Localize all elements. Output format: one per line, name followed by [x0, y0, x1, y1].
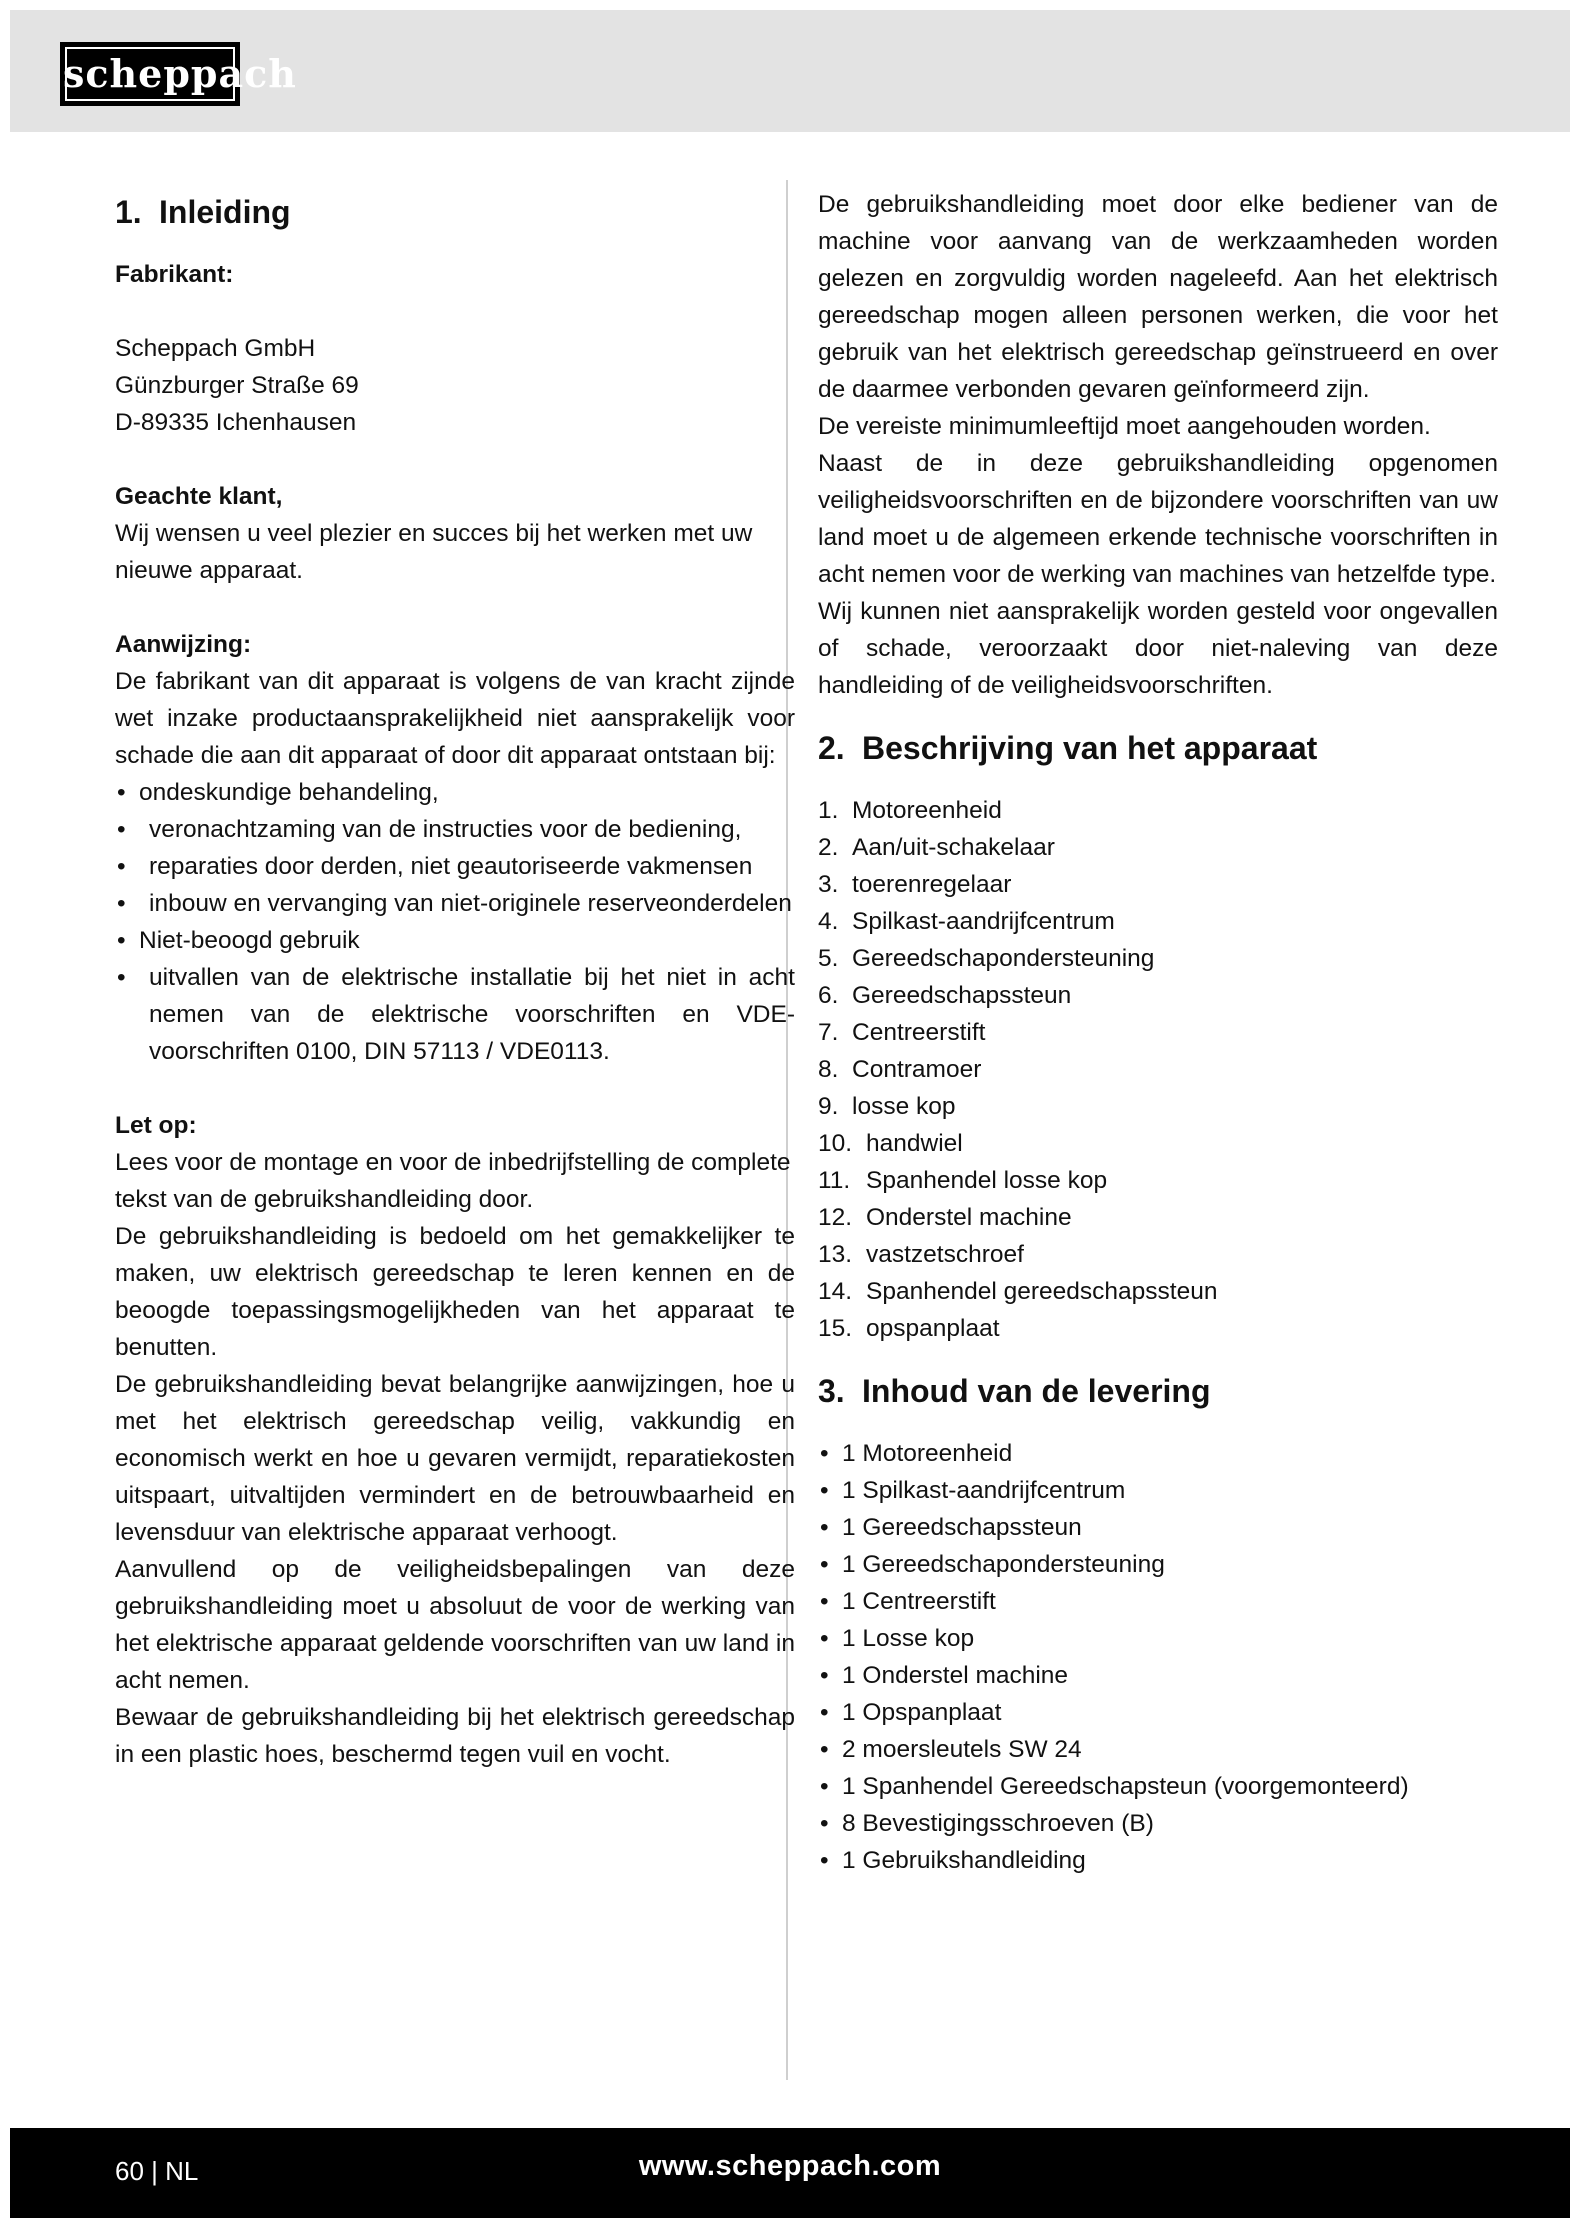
- section-2-heading: [818, 726, 1498, 770]
- greeting-text: Wij wensen u veel plezier en succes bij het werken met uw nieuwe apparaat.: [115, 520, 753, 584]
- attention-paragraph: Lees voor de montage en voor de inbedrijfstelling de complete tekst van de gebruikshandleiding door.: [115, 1149, 791, 1213]
- note-label: Aanwijzing:: [115, 631, 252, 658]
- delivery-item: • 1 Centreerstift: [818, 1583, 1498, 1620]
- address-line: Günzburger Straße 69: [115, 372, 359, 399]
- website-link[interactable]: www.scheppach.com: [638, 2150, 942, 2182]
- delivery-item: • 2 moersleutels SW 24: [818, 1731, 1498, 1768]
- section-number: 2.: [818, 730, 845, 766]
- delivery-item: • 1 Opspanplaat: [818, 1694, 1498, 1731]
- intro-paragraph: De gebruikshandleiding moet door elke bediener van de machine voor aanvang van de werkzaamheden worden gelezen en zorgvuldig worden nageleefd. Aan het elektrisch gereedschap mogen alleen personen werken, die voor het gebruik van het elektrisch gereedschap geïnstrueerd en over de daarmee verbonden gevaren geïnformeerd zijn.: [818, 191, 1498, 403]
- note-text: De fabrikant van dit apparaat is volgens de van kracht zijnde wet inzake productaansprakelijkheid niet aansprakelijk voor schade die aan dit apparaat of door dit apparaat ontstaan bij:: [115, 668, 795, 769]
- part-item: 4. Spilkast-aandrijfcentrum: [818, 908, 1115, 935]
- address-line: Scheppach GmbH: [115, 335, 316, 362]
- attention-paragraph: Bewaar de gebruikshandleiding bij het elektrisch gereedschap in een plastic hoes, beschermd tegen vuil en vocht.: [115, 1704, 795, 1768]
- delivery-item: • 1 Motoreenheid: [818, 1435, 1498, 1472]
- page-number: 60 | NL: [115, 2156, 199, 2186]
- section-number: 3.: [818, 1373, 845, 1409]
- part-item: 9. losse kop: [818, 1093, 956, 1120]
- part-item: 3. toerenregelaar: [818, 871, 1012, 898]
- delivery-list: [818, 1435, 1498, 1879]
- section-1-heading: [115, 190, 795, 234]
- address-line: D-89335 Ichenhausen: [115, 409, 357, 436]
- footer-bar: [10, 2128, 1570, 2218]
- part-item: 11. Spanhendel losse kop: [818, 1167, 1108, 1194]
- list-item: • veronachtzaming van de instructies voor de bediening,: [115, 811, 795, 848]
- section-title: Beschrijving van het apparaat: [862, 730, 1318, 766]
- section-title: Inleiding: [159, 194, 291, 230]
- attention-label: Let op:: [115, 1112, 197, 1139]
- part-item: 5. Gereedschapondersteuning: [818, 945, 1155, 972]
- liability-list: [115, 774, 795, 1070]
- attention-paragraph: Aanvullend op de veiligheidsbepalingen van deze gebruikshandleiding moet u absoluut de voor de werking van het elektrische apparaat geldende voorschriften van uw land in acht nemen.: [115, 1556, 795, 1694]
- list-item: • reparaties door derden, niet geautoriseerde vakmensen: [115, 848, 795, 885]
- delivery-item: • 1 Gebruikshandleiding: [818, 1842, 1498, 1879]
- delivery-item: • 1 Losse kop: [818, 1620, 1498, 1657]
- delivery-item: • 1 Gereedschapssteun: [818, 1509, 1498, 1546]
- part-item: 8. Contramoer: [818, 1056, 982, 1083]
- delivery-item: • 1 Onderstel machine: [818, 1657, 1498, 1694]
- list-item: • ondeskundige behandeling,: [115, 774, 795, 811]
- section-number: 1.: [115, 194, 142, 230]
- part-item: 7. Centreerstift: [818, 1019, 986, 1046]
- attention-paragraph: De gebruikshandleiding bevat belangrijke aanwijzingen, hoe u met het elektrisch gereedschap veilig, vakkundig en economisch werkt en hoe u gevaren vermijdt, reparatiekosten uitspaart, uitvaltijden vermindert en de betrouwbaarheid en levensduur van elektrische apparaat verhoogt.: [115, 1371, 795, 1546]
- intro-paragraph: De vereiste minimumleeftijd moet aangehouden worden.: [818, 413, 1431, 440]
- intro-paragraph: Wij kunnen niet aansprakelijk worden gesteld voor ongevallen of schade, veroorzaakt door niet-naleving van deze handleiding of de veiligheidsvoorschriften.: [818, 598, 1498, 699]
- part-item: 10. handwiel: [818, 1130, 963, 1157]
- part-item: 14. Spanhendel gereedschapssteun: [818, 1278, 1218, 1305]
- part-item: 6. Gereedschapssteun: [818, 982, 1072, 1009]
- manufacturer-label: Fabrikant:: [115, 261, 234, 288]
- left-column: [115, 186, 795, 1773]
- attention-paragraph: De gebruikshandleiding is bedoeld om het gemakkelijker te maken, uw elektrisch gereedschap te leren kennen en de beoogde toepassingsmogelijkheden van het apparaat te benutten.: [115, 1223, 795, 1361]
- list-item: • uitvallen van de elektrische installatie bij het niet in acht nemen van de elektrische voorschriften en VDE-voorschriften 0100, DIN 57113 / VDE0113.: [115, 959, 795, 1070]
- section-title: Inhoud van de levering: [862, 1373, 1211, 1409]
- part-item: 2. Aan/uit-schakelaar: [818, 834, 1055, 861]
- delivery-item: • 1 Gereedschapondersteuning: [818, 1546, 1498, 1583]
- delivery-item: • 1 Spilkast-aandrijfcentrum: [818, 1472, 1498, 1509]
- delivery-item: • 1 Spanhendel Gereedschapsteun (voorgemonteerd): [818, 1768, 1498, 1805]
- part-item: 1. Motoreenheid: [818, 797, 1002, 824]
- greeting-label: Geachte klant,: [115, 483, 283, 510]
- right-column: [818, 186, 1498, 1879]
- scheppach-logo: scheppach: [60, 42, 240, 106]
- intro-paragraph: Naast de in deze gebruikshandleiding opgenomen veiligheidsvoorschriften en de bijzondere voorschriften van uw land moet u de algemeen erkende technische voorschriften in acht nemen voor de werking van machines van hetzelfde type.: [818, 450, 1498, 588]
- part-item: 13. vastzetschroef: [818, 1241, 1024, 1268]
- parts-list: [818, 792, 1498, 1347]
- list-item: • inbouw en vervanging van niet-originele reserveonderdelen: [115, 885, 795, 922]
- delivery-item: • 8 Bevestigingsschroeven (B): [818, 1805, 1498, 1842]
- list-item: • Niet-beoogd gebruik: [115, 922, 795, 959]
- part-item: 15. opspanplaat: [818, 1315, 1000, 1342]
- section-3-heading: [818, 1369, 1498, 1413]
- part-item: 12. Onderstel machine: [818, 1204, 1072, 1231]
